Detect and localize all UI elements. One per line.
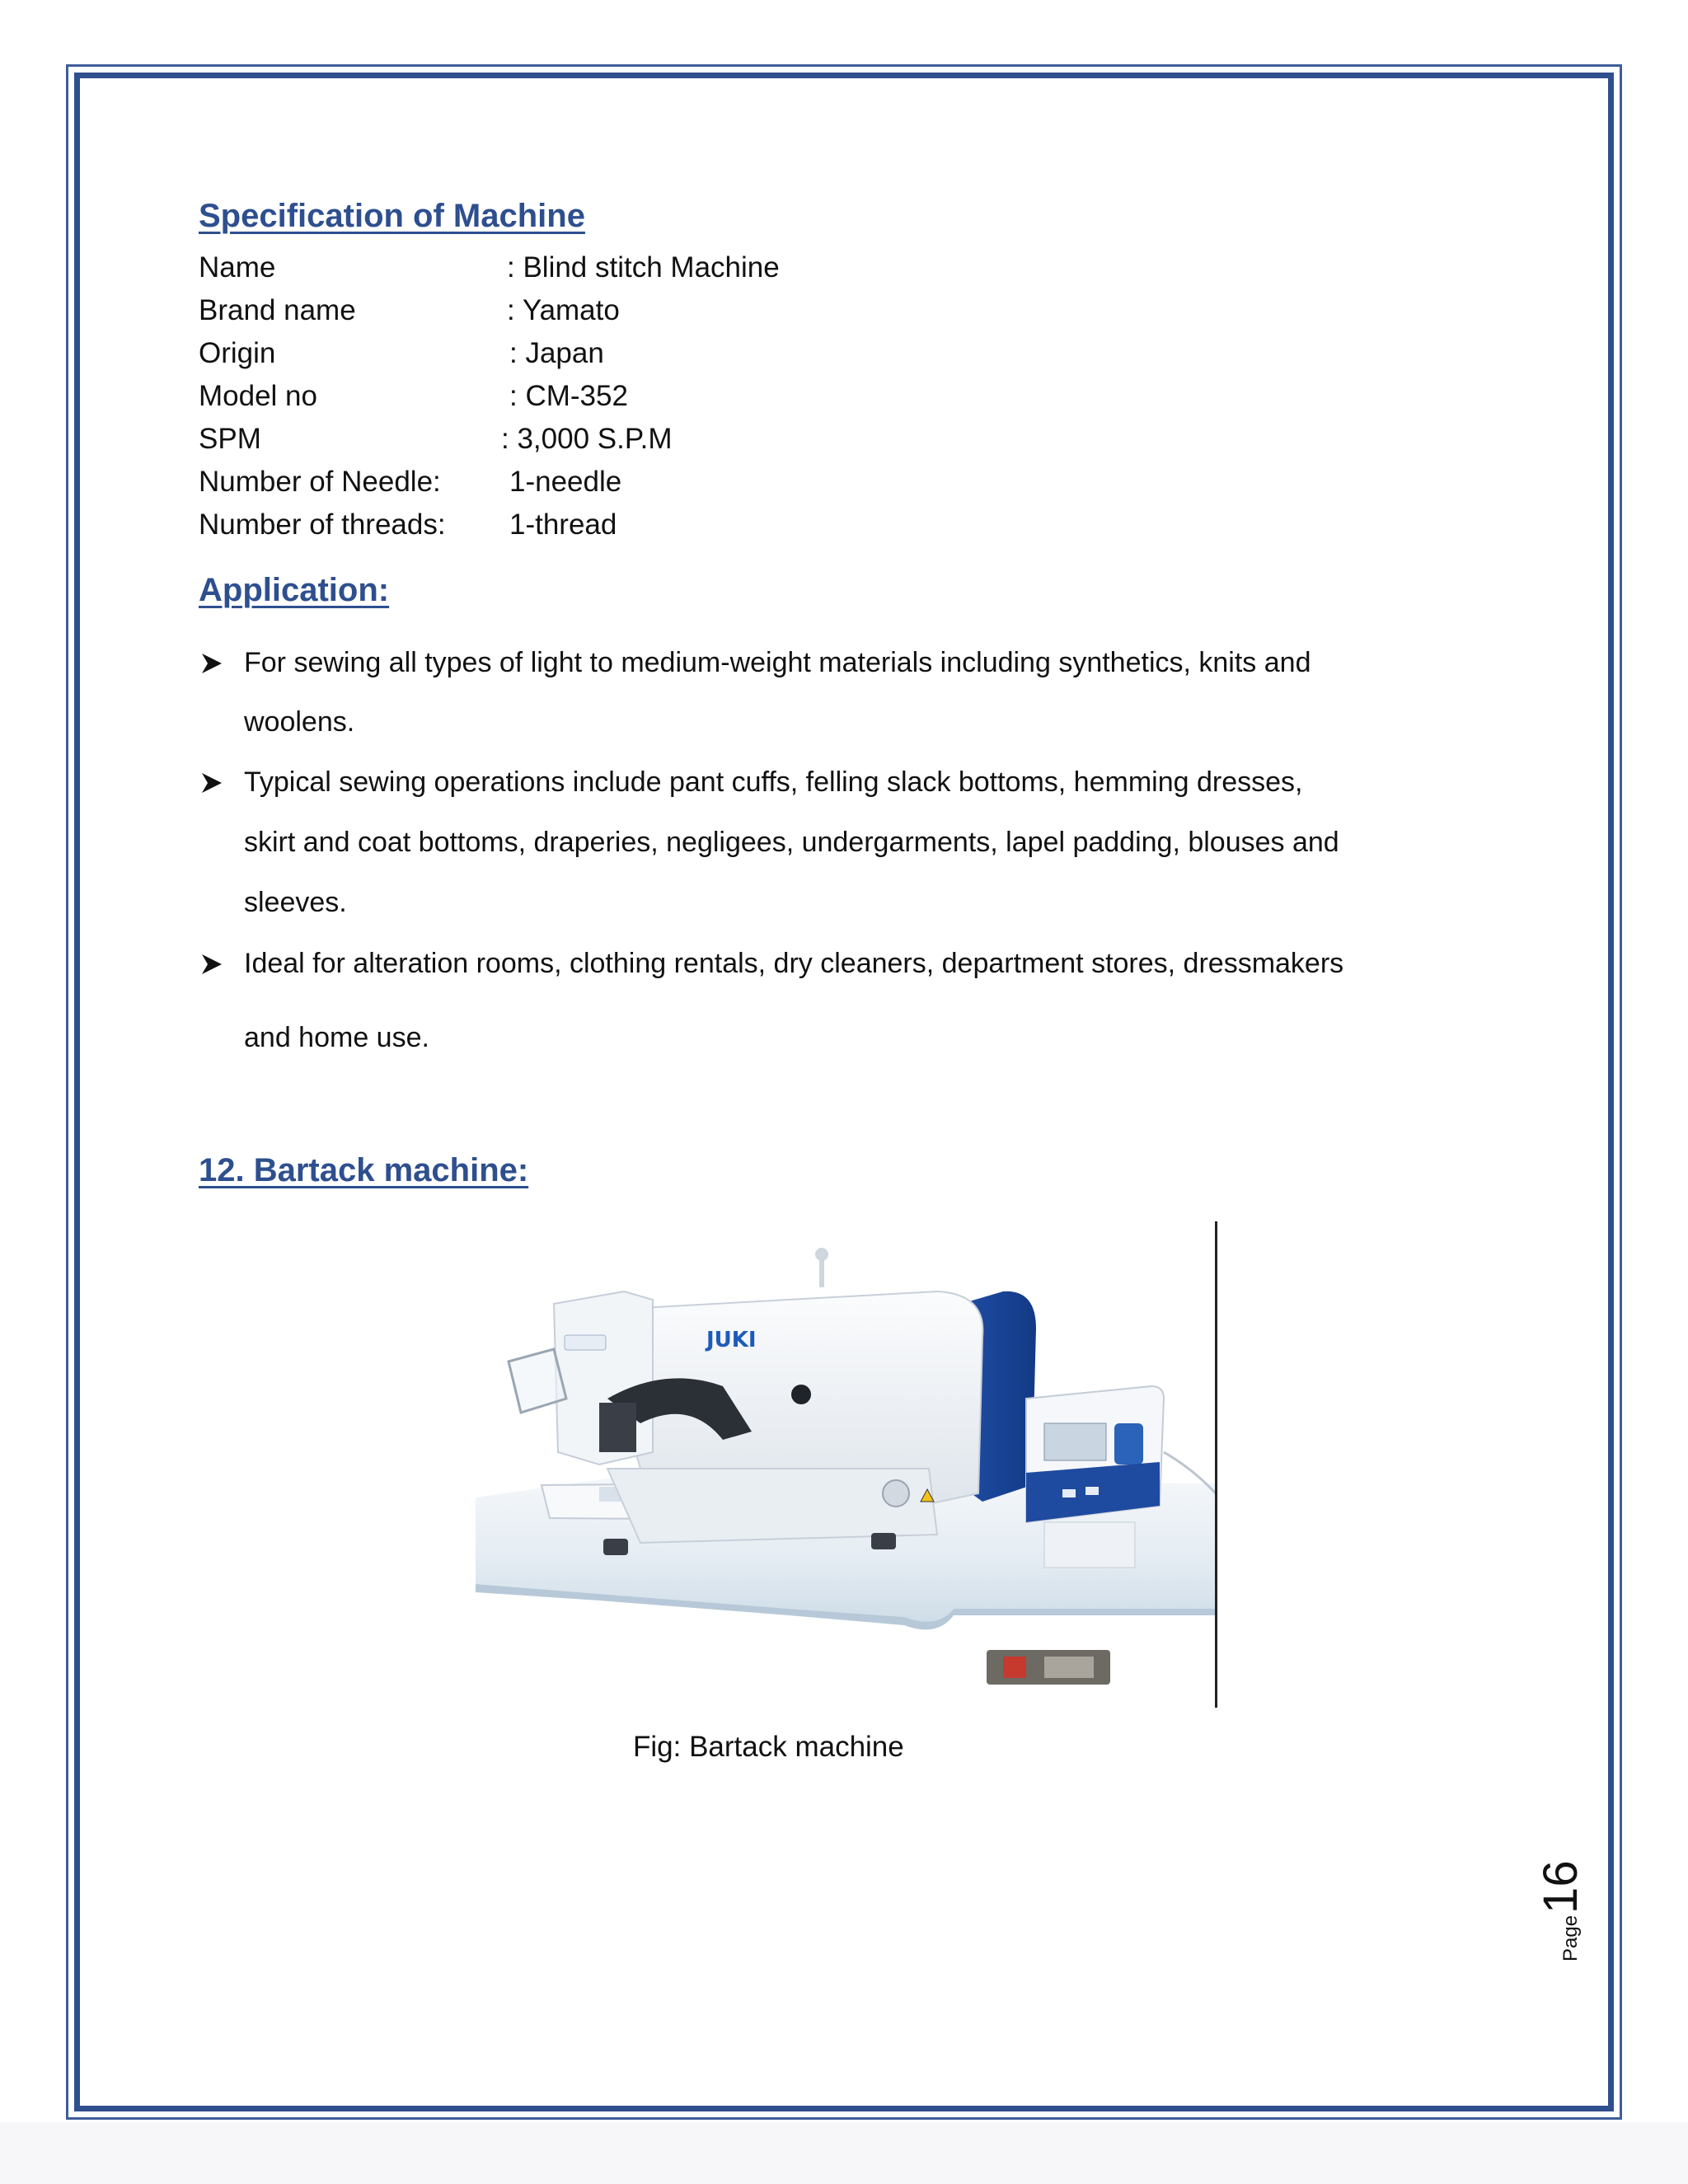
juki-logo: JUKI xyxy=(706,1328,757,1352)
application-bullet xyxy=(199,632,1460,754)
spec-label: Number of Needle: xyxy=(199,466,441,498)
spec-label: Brand name xyxy=(199,294,356,326)
spec-label: Origin xyxy=(199,337,276,369)
application-bullet xyxy=(199,752,1460,935)
spec-row-brand xyxy=(199,291,1105,330)
application-heading: Application: xyxy=(199,572,390,608)
page-number-value: 16 xyxy=(1534,1860,1587,1914)
bullet-line: Ideal for alteration rooms, clothing rentals, dry cleaners, department stores, dressmakers xyxy=(244,948,1344,979)
bartack-heading: 12. Bartack machine: xyxy=(199,1152,529,1188)
arrow-bullet-icon xyxy=(199,632,232,693)
page-label: Page xyxy=(1559,1915,1582,1961)
bartack-machine-image xyxy=(476,1221,1216,1708)
spec-value: : Japan xyxy=(509,337,604,369)
figure-caption: Fig: Bartack machine xyxy=(633,1731,904,1763)
arrow-bullet-icon xyxy=(199,752,232,813)
spec-value: : 3,000 S.P.M xyxy=(501,423,673,455)
spec-heading: Specification of Machine xyxy=(199,198,585,234)
spec-row-threads xyxy=(199,505,1105,545)
bullet-line: woolens. xyxy=(244,706,355,738)
spec-value: 1-thread xyxy=(509,509,617,541)
spec-row-name xyxy=(199,248,1105,288)
bullet-line: and home use. xyxy=(244,1022,429,1053)
application-bullet xyxy=(199,933,1460,1073)
spec-value: 1-needle xyxy=(509,466,622,498)
figure-right-rule xyxy=(1215,1221,1217,1708)
bullet-line: For sewing all types of light to medium-weight materials including synthetics, knits and xyxy=(244,647,1311,678)
spec-row-needle xyxy=(199,462,1105,502)
spec-label: SPM xyxy=(199,423,261,455)
spec-value: : Yamato xyxy=(507,294,620,326)
spec-label: Name xyxy=(199,251,276,284)
spec-value: : CM-352 xyxy=(509,380,628,412)
spec-value: : Blind stitch Machine xyxy=(507,251,780,284)
bullet-line: skirt and coat bottoms, draperies, negligees, undergarments, lapel padding, blouses and xyxy=(244,827,1339,858)
spec-row-spm xyxy=(199,419,1105,459)
spec-row-model xyxy=(199,377,1105,416)
bullet-line: Typical sewing operations include pant cuffs, felling slack bottoms, hemming dresses, xyxy=(244,766,1303,798)
spec-label: Number of threads: xyxy=(199,509,446,541)
bullet-line: sleeves. xyxy=(244,887,347,918)
spec-row-origin xyxy=(199,334,1105,373)
spec-label: Model no xyxy=(199,380,317,412)
arrow-bullet-icon xyxy=(199,933,232,994)
page-number xyxy=(1533,1860,1587,1961)
